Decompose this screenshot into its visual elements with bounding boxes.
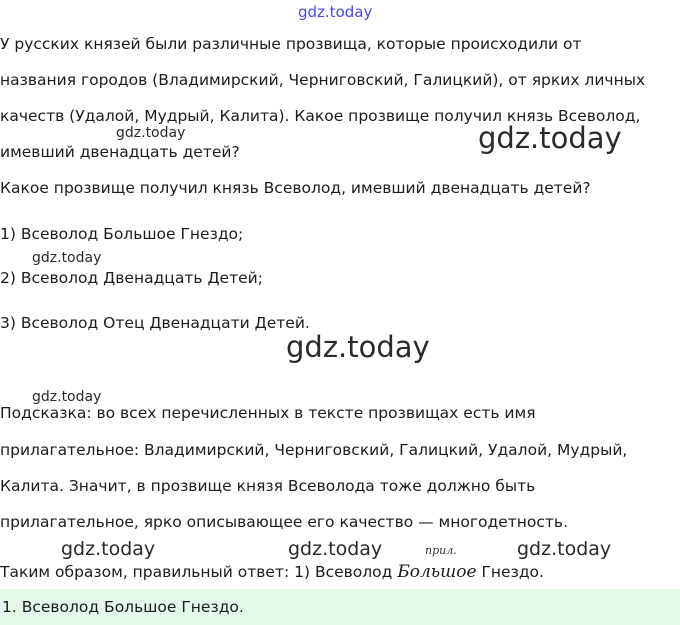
watermark-text: gdz.today — [298, 3, 373, 21]
question-line: У русских князей были различные прозвища, которые происходили от — [0, 35, 582, 53]
hint-line: Калита. Значит, в прозвище князя Всеволода тоже должно быть — [0, 477, 536, 495]
watermark-text: gdz.today — [32, 389, 102, 405]
conclusion-line — [0, 562, 544, 582]
hint-line: прилагательное, ярко описывающее его качество — многодетность. — [0, 513, 568, 531]
watermark-text: gdz.today — [32, 250, 102, 266]
watermark-text: gdz.today — [61, 538, 156, 560]
question-line: качеств (Удалой, Мудрый, Калита). Какое прозвище получил князь Всеволод, — [0, 107, 641, 125]
option-item: 3) Всеволод Отец Двенадцати Детей. — [0, 314, 310, 332]
conclusion-suffix: Гнездо. — [476, 563, 544, 581]
option-item: 1) Всеволод Большое Гнездо; — [0, 225, 244, 243]
watermark-text: gdz.today — [517, 538, 612, 560]
emphasized-word: Большое — [397, 562, 477, 582]
watermark-text: gdz.today — [116, 125, 186, 141]
question-line: названия городов (Владимирский, Черниговский, Галицкий), от ярких личных — [0, 71, 646, 89]
answer-text: 1. Всеволод Большое Гнездо. — [2, 598, 244, 616]
answer-box — [0, 589, 680, 625]
conclusion-prefix: Таким образом, правильный ответ: 1) Всеволод — [0, 563, 398, 581]
option-item: 2) Всеволод Двенадцать Детей; — [0, 269, 263, 287]
question-line: имевший двенадцать детей? — [0, 143, 240, 161]
watermark-text: gdz.today — [286, 330, 430, 364]
question-repeat: Какое прозвище получил князь Всеволод, имевший двенадцать детей? — [0, 179, 591, 197]
hint-line: Подсказка: во всех перечисленных в тексте прозвищах есть имя — [0, 404, 536, 422]
part-of-speech-annotation: прил. — [425, 544, 457, 557]
watermark-text: gdz.today — [288, 538, 383, 560]
watermark-text: gdz.today — [478, 121, 622, 155]
hint-line: прилагательное: Владимирский, Черниговский, Галицкий, Удалой, Мудрый, — [0, 441, 628, 459]
